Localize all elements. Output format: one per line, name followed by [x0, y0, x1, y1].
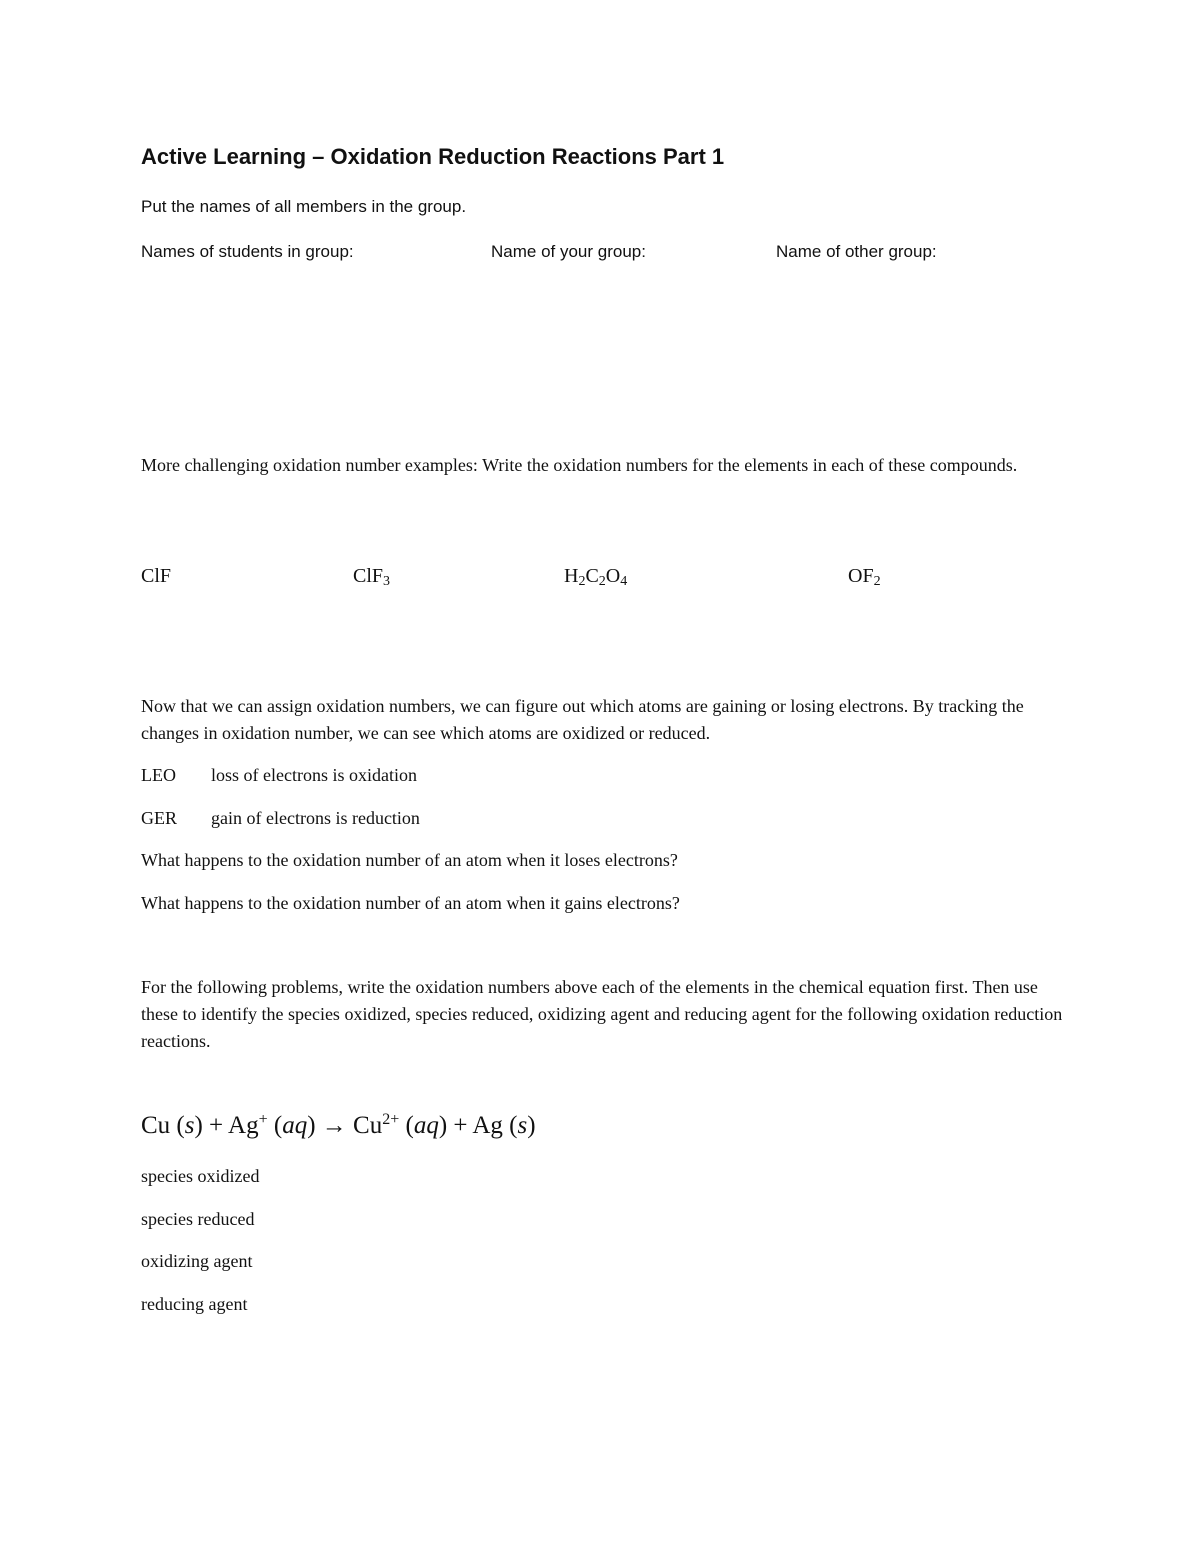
- mnemonic-meaning: gain of electrons is reduction: [211, 808, 420, 828]
- answer-label-reducing-agent: reducing agent: [141, 1294, 248, 1314]
- worksheet-title: Active Learning – Oxidation Reduction Reactions Part 1: [141, 144, 725, 169]
- group-instructions: Put the names of all members in the group.: [141, 197, 467, 216]
- question-gains-electrons: What happens to the oxidation number of an atom when it gains electrons?: [141, 893, 680, 913]
- challenge-intro-paragraph: More challenging oxidation number examples: Write the oxidation numbers for the elements in each of these compounds.: [141, 455, 1018, 475]
- compound-of2: $OF_2$: [848, 565, 881, 589]
- answer-label-species-reduced: species reduced: [141, 1209, 255, 1229]
- other-group-name-label: Name of other group:: [776, 242, 937, 261]
- answer-label-oxidizing-agent: oxidizing agent: [141, 1251, 253, 1271]
- problems-intro-paragraph: For the following problems, write the oxidation numbers above each of the elements in the chemical equation first. Then use these to identify the species oxidized, species reduced, oxidizing agent and reducing agent for the following oxidation reduction reactions.: [141, 977, 1063, 1051]
- students-names-label: Names of students in group:: [141, 242, 354, 261]
- redox-equation: Cu (s) + Ag+ $(aq) \to Cu^{2+}$ (aq) + Ag (s): [141, 1111, 536, 1139]
- mnemonic-ger: [141, 805, 420, 832]
- question-loses-electrons: What happens to the oxidation number of an atom when it loses electrons?: [141, 850, 678, 870]
- answer-label-species-oxidized: species oxidized: [141, 1166, 260, 1186]
- mnemonic-meaning: loss of electrons is oxidation: [211, 765, 417, 785]
- compound-clf: ClF: [141, 565, 172, 587]
- mnemonic-term: GER: [141, 808, 177, 828]
- mnemonic-leo: [141, 762, 417, 789]
- assign-oxidation-paragraph: Now that we can assign oxidation numbers, we can figure out which atoms are gaining or losing electrons. By tracking the changes in oxidation number, we can see which atoms are oxidized or reduced.: [141, 696, 1024, 743]
- compound-h2c2o4: $H_2C_2O_4$: [564, 565, 628, 589]
- mnemonic-term: LEO: [141, 765, 176, 785]
- compound-clf3: ClF$_3$: [353, 565, 391, 589]
- your-group-name-label: Name of your group:: [491, 242, 646, 261]
